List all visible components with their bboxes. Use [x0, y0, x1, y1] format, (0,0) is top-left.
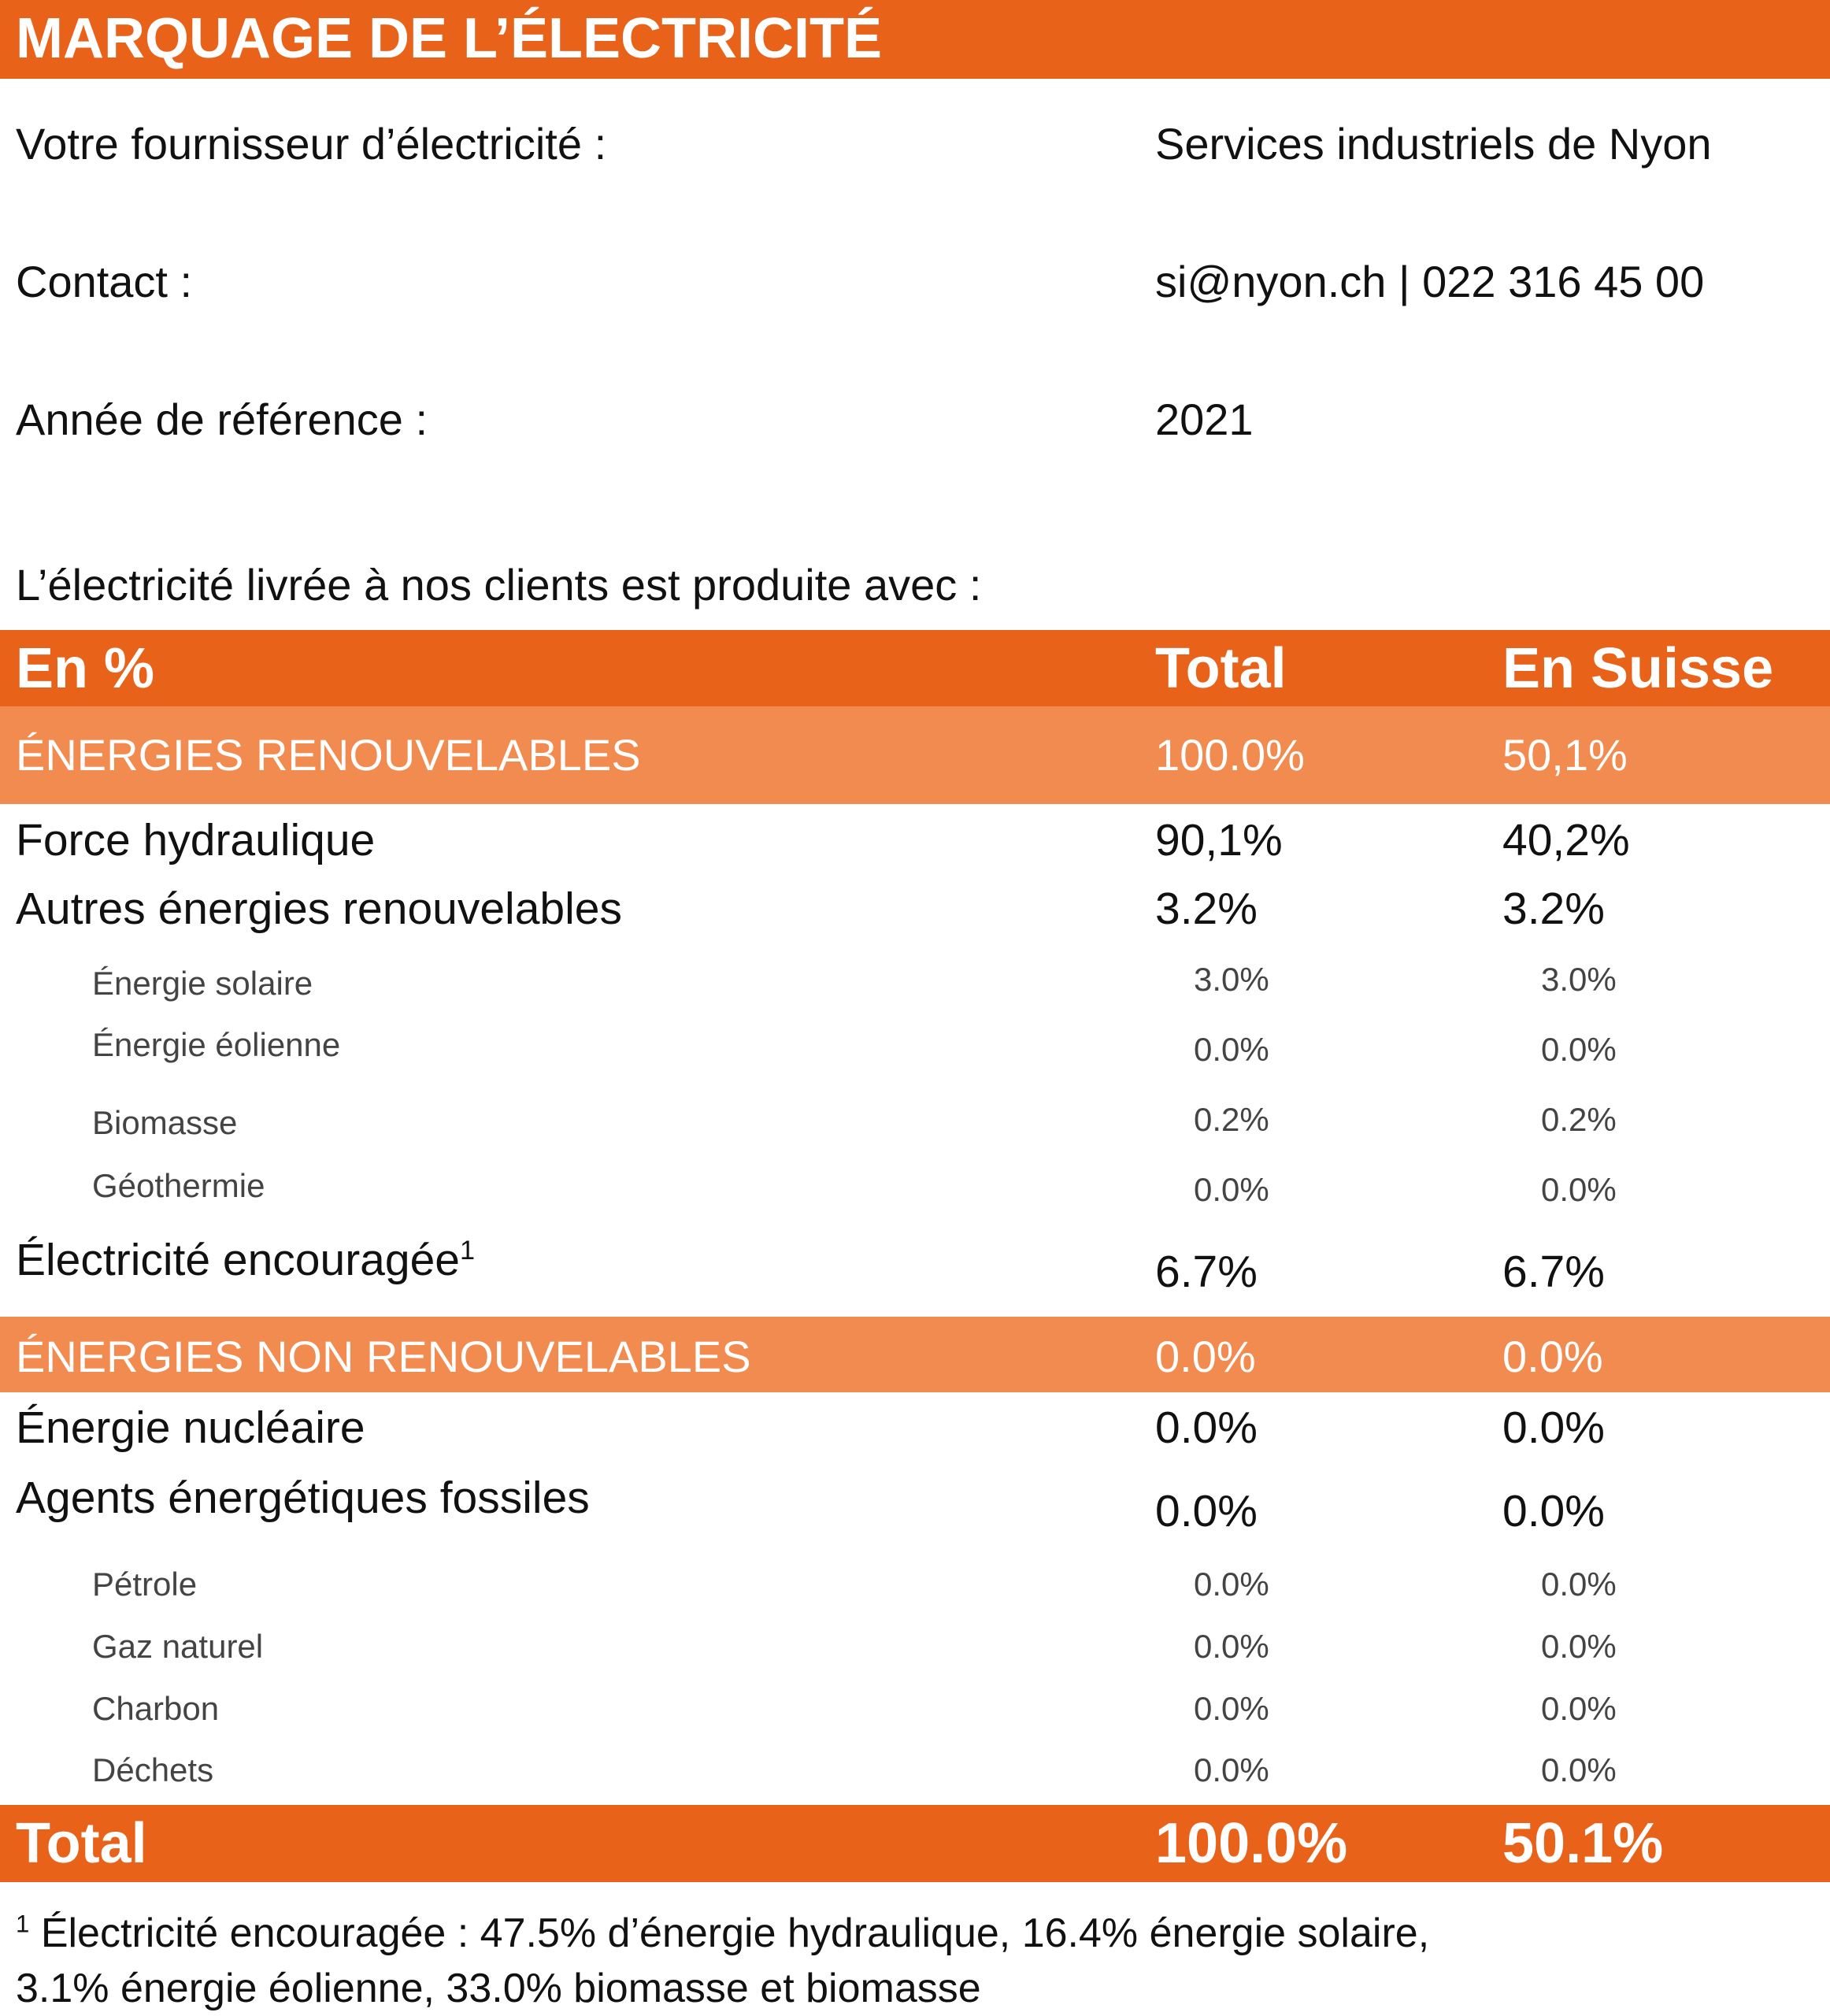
nuclear-label: Énergie nucléaire [16, 1403, 365, 1453]
solar-swiss: 3.0% [1541, 961, 1617, 998]
other-renewables-swiss: 3.2% [1502, 884, 1605, 934]
subsidized-total: 6.7% [1155, 1247, 1258, 1297]
subsidized-label: Électricité encouragée$^1$ [16, 1235, 476, 1285]
fossil-total: 0.0% [1155, 1486, 1258, 1536]
hydro-swiss: 40,2% [1502, 815, 1630, 865]
renewables-total: 100.0% [1155, 730, 1305, 780]
waste-total: 0.0% [1194, 1751, 1269, 1788]
total-label: Total [16, 1812, 147, 1875]
footnote-mark: 1 [16, 1910, 30, 1938]
non-renewables-swiss: 0.0% [1502, 1332, 1603, 1381]
gas-total: 0.0% [1194, 1628, 1269, 1665]
wind-total: 0.0% [1194, 1031, 1269, 1068]
year-value: 2021 [1155, 395, 1254, 444]
footnote-line-2: 3.1% énergie éolienne, 33.0% biomasse et biomasse [16, 1966, 981, 2011]
total-total: 100.0% [1155, 1812, 1348, 1875]
oil-swiss: 0.0% [1541, 1566, 1617, 1603]
footnote-ref: 1 [460, 1236, 476, 1266]
biomass-swiss: 0.2% [1541, 1101, 1617, 1138]
page-title: MARQUAGE DE L’ÉLECTRICITÉ [16, 7, 883, 70]
contact-label: Contact : [16, 257, 193, 306]
waste-label: Déchets [92, 1751, 214, 1788]
header-total: Total [1155, 637, 1287, 700]
biomass-label: Biomasse [92, 1104, 238, 1141]
contact-value[interactable]: si@nyon.ch | 022 316 45 00 [1155, 257, 1705, 306]
coal-label: Charbon [92, 1690, 220, 1727]
total-swiss: 50.1% [1502, 1812, 1664, 1875]
hydro-total: 90,1% [1155, 815, 1283, 865]
nuclear-total: 0.0% [1155, 1403, 1258, 1453]
solar-total: 3.0% [1194, 961, 1269, 998]
waste-swiss: 0.0% [1541, 1751, 1617, 1788]
supplier-value: Services industriels de Nyon [1155, 119, 1712, 169]
supplier-label: Votre fournisseur d’électricité : [16, 119, 607, 169]
fossil-swiss: 0.0% [1502, 1486, 1605, 1536]
year-label: Année de référence : [16, 395, 428, 444]
geothermal-swiss: 0.0% [1541, 1171, 1617, 1208]
renewables-label: ÉNERGIES RENOUVELABLES [16, 730, 641, 780]
gas-label: Gaz naturel [92, 1628, 264, 1665]
geothermal-total: 0.0% [1194, 1171, 1269, 1208]
solar-label: Énergie solaire [92, 965, 313, 1002]
header-unit: En % [16, 637, 155, 700]
coal-swiss: 0.0% [1541, 1690, 1617, 1727]
biomass-total: 0.2% [1194, 1101, 1269, 1138]
other-renewables-total: 3.2% [1155, 884, 1258, 934]
intro-text: L’électricité livrée à nos clients est produite avec : [16, 560, 982, 610]
coal-total: 0.0% [1194, 1690, 1269, 1727]
gas-swiss: 0.0% [1541, 1628, 1617, 1665]
non-renewables-label: ÉNERGIES NON RENOUVELABLES [16, 1332, 751, 1381]
wind-swiss: 0.0% [1541, 1031, 1617, 1068]
nuclear-swiss: 0.0% [1502, 1403, 1605, 1453]
fossil-label: Agents énergétiques fossiles [16, 1473, 590, 1523]
wind-label: Énergie éolienne [92, 1026, 341, 1063]
subsidized-swiss: 6.7% [1502, 1247, 1605, 1297]
geothermal-label: Géothermie [92, 1167, 265, 1204]
oil-label: Pétrole [92, 1566, 198, 1603]
other-renewables-label: Autres énergies renouvelables [16, 884, 622, 934]
oil-total: 0.0% [1194, 1566, 1269, 1603]
hydro-label: Force hydraulique [16, 815, 376, 865]
footnote-line-1: $^1$ Électricité encouragée : 47.5% d’énergie hydraulique, 16.4% énergie solaire, [16, 1910, 1430, 1956]
non-renewables-total: 0.0% [1155, 1332, 1256, 1381]
renewables-swiss: 50,1% [1502, 730, 1628, 780]
header-swiss: En Suisse [1502, 637, 1774, 700]
